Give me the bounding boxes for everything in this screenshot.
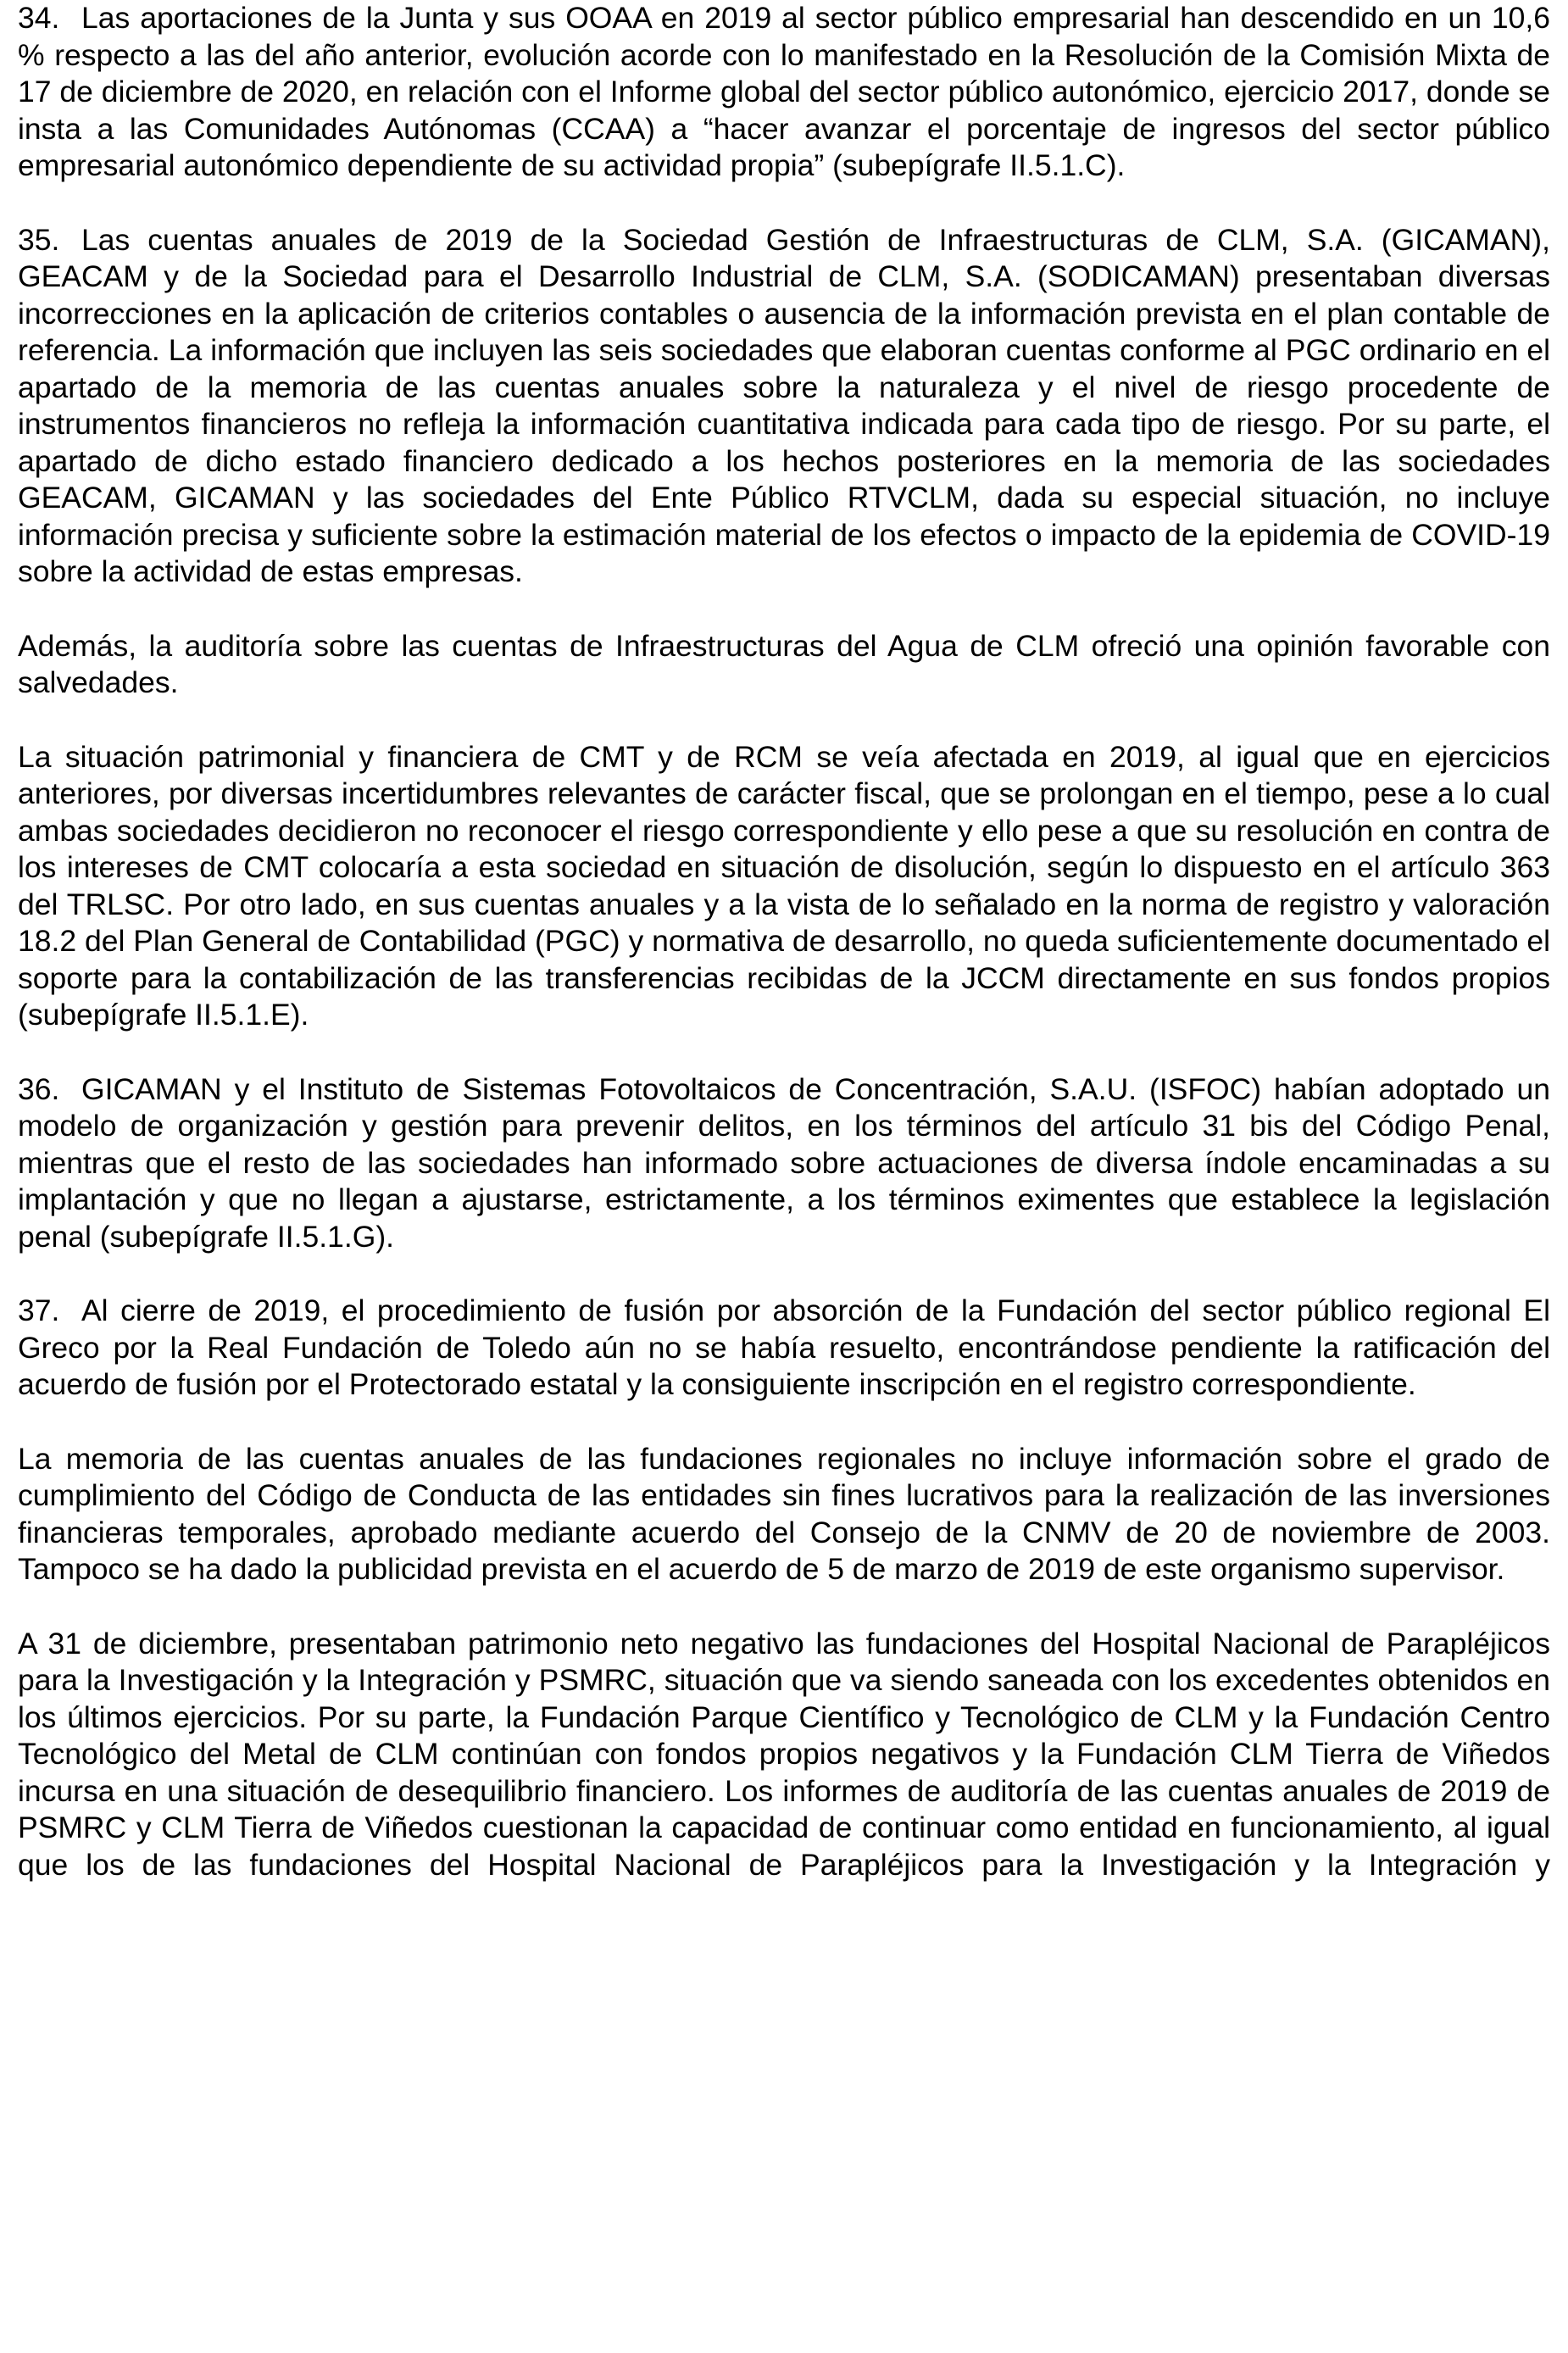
paragraph-text: La situación patrimonial y financiera de CMT y de RCM se veía afectada en 2019, al igual que en ejercicios anteriores, por diversas incertidumbres relevantes de carácter fiscal, que se prolongan en el tiempo, pese a lo cual ambas sociedades decidieron no reconocer el riesgo correspondiente y ello pese a que su resolución en contra de los intereses de CMT colocaría a esta sociedad en situación de disolución, según lo dispuesto en el artículo 363 del TRLSC. Por otro lado, en sus cuentas anuales y a la vista de lo señalado en la norma de registro y valoración 18.2 del Plan General de Contabilidad (PGC) y normativa de desarrollo, no queda suficientemente documentado el soporte para la contabilización de las transferencias recibidas de la JCCM directamente en sus fondos propios (subepígrafe II.5.1.E). [18,739,1550,1032]
paragraph-36 [18,1071,1550,1256]
paragraph-37-negative-equity [18,1626,1550,1884]
paragraph-text: La memoria de las cuentas anuales de las fundaciones regionales no incluye información sobre el grado de cumplimiento del Código de Conducta de las entidades sin fines lucrativos para la realización de las inversiones financieras temporales, aprobado mediante acuerdo del Consejo de la CNMV de 20 de noviembre de 2003. Tampoco se ha dado la publicidad prevista en el acuerdo de 5 de marzo de 2019 de este organismo supervisor. [18,1441,1550,1586]
paragraph-text: A 31 de diciembre, presentaban patrimonio neto negativo las fundaciones del Hospital Nacional de Parapléjicos para la Investigación y la Integración y PSMRC, situación que va siendo saneada con los excedentes obtenidos en los últimos ejercicios. Por su parte, la Fundación Parque Científico y Tecnológico de CLM y la Fundación Centro Tecnológico del Metal de CLM continúan con fondos propios negativos y la Fundación CLM Tierra de Viñedos incursa en una situación de desequilibrio financiero. Los informes de auditoría de las cuentas anuales de 2019 de PSMRC y CLM Tierra de Viñedos cuestionan la capacidad de continuar como entidad en funcionamiento, al igual que los de las fundaciones del Hospital Nacional de Parapléjicos para la Investigación y la Integración y [18,1626,1550,1882]
paragraph-text: GICAMAN y el Instituto de Sistemas Fotovoltaicos de Concentración, S.A.U. (ISFOC) habían adoptado un modelo de organización y gestión para prevenir delitos, en los términos del artículo 31 bis del Código Penal, mientras que el resto de las sociedades han informado sobre actuaciones de diversa índole encaminadas a su implantación y que no llegan a ajustarse, estrictamente, a los términos eximentes que establece la legislación penal (subepígrafe II.5.1.G). [18,1071,1550,1254]
paragraph-37 [18,1293,1550,1404]
document-body [18,0,1550,1921]
paragraph-35 [18,222,1550,591]
paragraph-text: Además, la auditoría sobre las cuentas de Infraestructuras del Agua de CLM ofreció una opinión favorable con salvedades. [18,628,1550,699]
paragraph-text: Al cierre de 2019, el procedimiento de fusión por absorción de la Fundación del sector público regional El Greco por la Real Fundación de Toledo aún no se había resuelto, encontrándose pendiente la ratificación del acuerdo de fusión por el Protectorado estatal y la consiguiente inscripción en el registro correspondiente. [18,1293,1550,1401]
paragraph-number: 34. [18,1,60,35]
paragraph-number: 36. [18,1071,60,1106]
paragraph-text: Las aportaciones de la Junta y sus OOAA en 2019 al sector público empresarial han descendido en un 10,6 % respecto a las del año anterior, evolución acorde con lo manifestado en la Resolución de la Comisión Mixta de 17 de diciembre de 2020, en relación con el Informe global del sector público autonómico, ejercicio 2017, donde se insta a las Comunidades Autónomas (CCAA) a “hacer avanzar el porcentaje de ingresos del sector público empresarial autonómico dependiente de su actividad propia” (subepígrafe II.5.1.C). [18,1,1550,182]
paragraph-35-audit-opinion [18,628,1550,702]
paragraph-35-patrimonial-situation [18,739,1550,1034]
paragraph-number: 37. [18,1293,60,1327]
paragraph-number: 35. [18,222,60,257]
paragraph-text: Las cuentas anuales de 2019 de la Sociedad Gestión de Infraestructuras de CLM, S.A. (GICAMAN), GEACAM y de la Sociedad para el Desarrollo Industrial de CLM, S.A. (SODICAMAN) presentaban diversas incorrecciones en la aplicación de criterios contables o ausencia de la información prevista en el plan contable de referencia. La información que incluyen las seis sociedades que elaboran cuentas conforme al PGC ordinario en el apartado de la memoria de las cuentas anuales sobre la naturaleza y el nivel de riesgo procedente de instrumentos financieros no refleja la información cuantitativa indicada para cada tipo de riesgo. Por su parte, el apartado de dicho estado financiero dedicado a los hechos posteriores en la memoria de las sociedades GEACAM, GICAMAN y las sociedades del Ente Público RTVCLM, dada su especial situación, no incluye información precisa y suficiente sobre la estimación material de los efectos o impacto de la epidemia de COVID-19 sobre la actividad de estas empresas. [18,222,1550,588]
paragraph-34 [18,0,1550,185]
paragraph-37-foundations-memory [18,1441,1550,1588]
